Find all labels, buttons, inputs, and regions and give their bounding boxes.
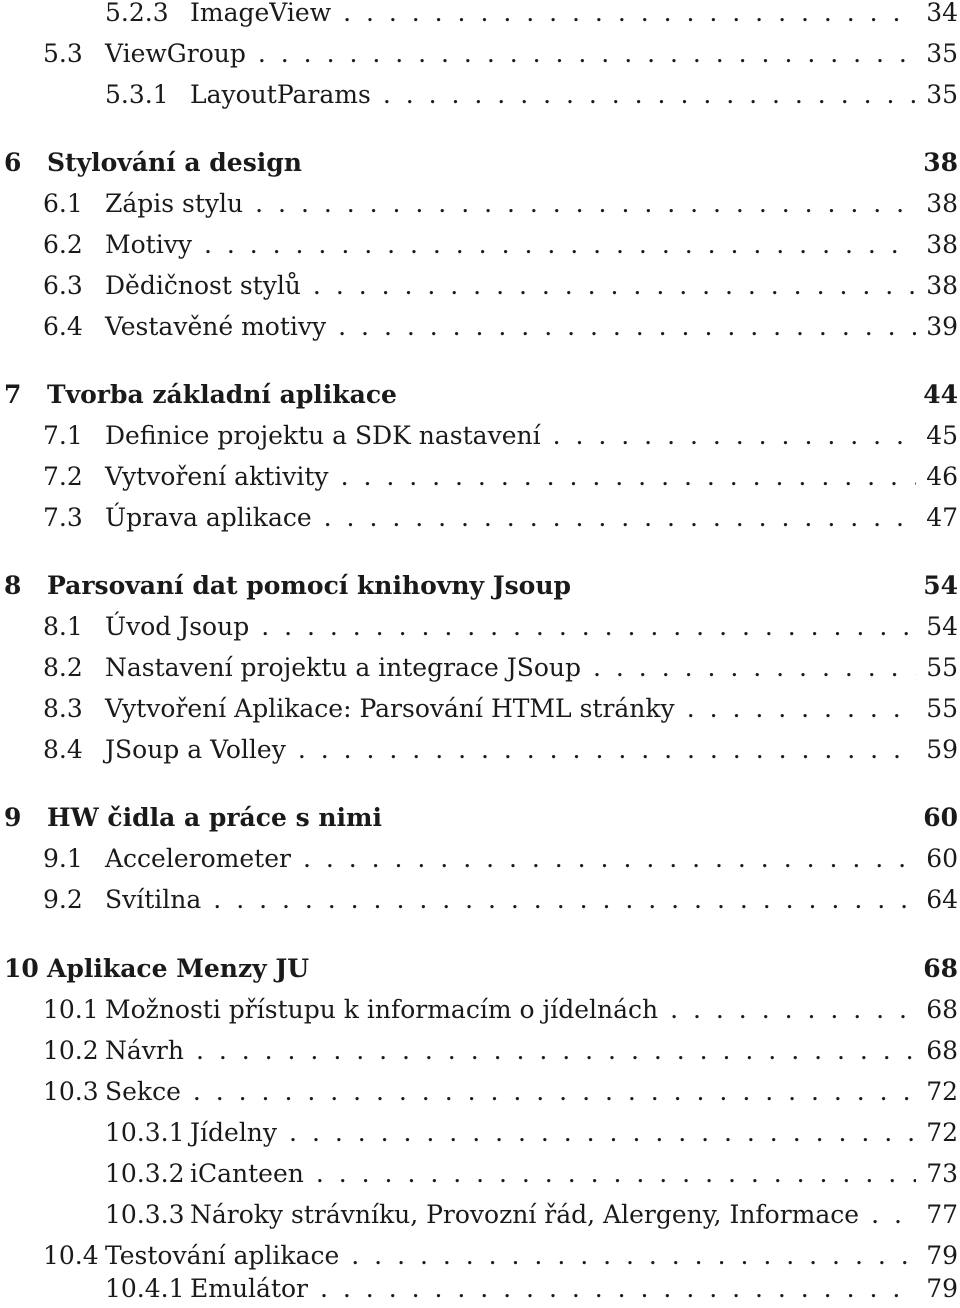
toc-entry-title: Vestavěné motivy	[105, 312, 327, 341]
dot-leader	[341, 459, 917, 495]
toc-entry-page: 35	[926, 39, 958, 68]
dot-leader	[196, 1033, 916, 1069]
toc-entry-title: Úprava aplikace	[105, 503, 312, 532]
toc-chapter-number: 10	[4, 954, 39, 983]
toc-chapter-title: HW čidla a práce s nimi	[47, 803, 382, 832]
toc-entry[interactable]	[0, 309, 958, 345]
dot-leader	[289, 1115, 916, 1151]
toc-entry-page: 45	[926, 421, 958, 450]
toc-entry[interactable]	[0, 841, 958, 877]
toc-entry-page: 72	[926, 1118, 958, 1147]
toc-entry-title: Nároky strávníku, Provozní řád, Alergeny, Informace	[190, 1200, 860, 1229]
toc-entry[interactable]	[0, 500, 958, 536]
toc-entry-number: 7.1	[43, 421, 83, 450]
toc-chapter-number: 8	[4, 571, 22, 600]
toc-entry-title: Svítilna	[105, 885, 202, 914]
toc-chapter-title: Parsovaní dat pomocí knihovny Jsoup	[47, 571, 571, 600]
toc-entry[interactable]	[0, 650, 958, 686]
toc-chapter-page: 68	[923, 954, 958, 983]
toc-entry-page: 79	[926, 1241, 958, 1270]
toc-entry-title: Možnosti přístupu k informacím o jídelnách	[105, 995, 659, 1024]
dot-leader	[204, 227, 916, 263]
toc-entry-number: 10.3.1	[105, 1118, 185, 1147]
dot-leader	[193, 1074, 916, 1110]
toc-entry-page: 59	[926, 735, 958, 764]
toc-entry[interactable]	[0, 1271, 958, 1307]
toc-entry[interactable]	[0, 268, 958, 304]
toc-entry-title: LayoutParams	[190, 80, 371, 109]
toc-entry[interactable]	[0, 459, 958, 495]
toc-entry[interactable]	[0, 732, 958, 768]
toc-chapter-title: Aplikace Menzy JU	[47, 954, 310, 983]
toc-entry-title: Sekce	[105, 1077, 181, 1106]
toc-entry[interactable]	[0, 1197, 958, 1233]
toc-entry-title: ImageView	[190, 0, 332, 27]
toc-chapter-page: 60	[923, 803, 958, 832]
toc-entry[interactable]	[0, 1156, 958, 1192]
toc-entry[interactable]	[0, 418, 958, 454]
toc-chapter[interactable]	[0, 951, 958, 987]
dot-leader	[316, 1156, 916, 1192]
toc-entry-page: 38	[926, 189, 958, 218]
toc-entry[interactable]	[0, 609, 958, 645]
toc-entry[interactable]	[0, 1074, 958, 1110]
dot-leader	[255, 186, 916, 222]
toc-entry[interactable]	[0, 77, 958, 113]
toc-entry-page: 73	[926, 1159, 958, 1188]
toc-entry-title: Accelerometer	[105, 844, 291, 873]
toc-entry-page: 79	[926, 1274, 958, 1303]
toc-entry[interactable]	[0, 227, 958, 263]
toc-entry-number: 6.1	[43, 189, 83, 218]
toc-entry-page: 72	[926, 1077, 958, 1106]
dot-leader	[213, 882, 916, 918]
dot-leader	[338, 309, 916, 345]
dot-leader	[261, 609, 916, 645]
toc-entry[interactable]	[0, 0, 958, 31]
toc-entry-page: 60	[926, 844, 958, 873]
dot-leader	[303, 841, 916, 877]
toc-chapter[interactable]	[0, 568, 958, 604]
dot-leader	[871, 1197, 916, 1233]
toc-entry-title: Vytvoření aktivity	[105, 462, 329, 491]
toc-entry-page: 77	[926, 1200, 958, 1229]
toc-entry-page: 55	[926, 653, 958, 682]
toc-entry-number: 7.3	[43, 503, 83, 532]
toc-entry-number: 5.3.1	[105, 80, 169, 109]
toc-entry-number: 5.3	[43, 39, 83, 68]
toc-entry-number: 6.4	[43, 312, 83, 341]
dot-leader	[343, 0, 916, 31]
dot-leader	[320, 1271, 916, 1307]
toc-entry-number: 7.2	[43, 462, 83, 491]
toc-entry-number: 10.2	[43, 1036, 99, 1065]
dot-leader	[298, 732, 916, 768]
dot-leader	[670, 992, 916, 1028]
toc-entry-page: 47	[926, 503, 958, 532]
toc-chapter-number: 6	[4, 148, 22, 177]
toc-chapter-page: 38	[923, 148, 958, 177]
toc-chapter-page: 54	[923, 571, 958, 600]
toc-entry-title: Návrh	[105, 1036, 184, 1065]
toc-entry-number: 10.3.3	[105, 1200, 185, 1229]
toc-entry[interactable]	[0, 882, 958, 918]
toc-entry-number: 6.2	[43, 230, 83, 259]
toc-entry-title: Úvod Jsoup	[105, 612, 250, 641]
toc-chapter-number: 7	[4, 380, 22, 409]
toc-entry-title: Vytvoření Aplikace: Parsování HTML stránky	[105, 694, 675, 723]
toc-entry-title: ViewGroup	[105, 39, 246, 68]
toc-chapter-page: 44	[923, 380, 958, 409]
toc-entry-page: 34	[926, 0, 958, 27]
toc-entry-number: 5.2.3	[105, 0, 169, 27]
toc-entry-title: iCanteen	[190, 1159, 304, 1188]
dot-leader	[553, 418, 917, 454]
toc-entry-number: 9.1	[43, 844, 83, 873]
toc-entry-title: Nastavení projektu a integrace JSoup	[105, 653, 582, 682]
toc-entry-title: Zápis stylu	[105, 189, 244, 218]
dot-leader	[258, 36, 916, 72]
toc-chapter[interactable]	[0, 377, 958, 413]
toc-entry-title: Testování aplikace	[105, 1241, 340, 1270]
toc-entry-number: 9.2	[43, 885, 83, 914]
toc-entry-page: 64	[926, 885, 958, 914]
toc-entry-page: 38	[926, 230, 958, 259]
toc-entry-page: 38	[926, 271, 958, 300]
toc-entry-title: Jídelny	[190, 1118, 278, 1147]
toc-chapter-title: Stylování a design	[47, 148, 302, 177]
toc-entry[interactable]	[0, 1115, 958, 1151]
dot-leader	[351, 1238, 916, 1274]
toc-chapter-number: 9	[4, 803, 22, 832]
toc-entry-number: 8.3	[43, 694, 83, 723]
toc-entry-title: Definice projektu a SDK nastavení	[105, 421, 541, 450]
toc-entry-page: 46	[926, 462, 958, 491]
dot-leader	[687, 691, 917, 727]
toc-entry-number: 10.3	[43, 1077, 99, 1106]
toc-entry-title: Emulátor	[190, 1274, 309, 1303]
toc-entry-page: 68	[926, 995, 958, 1024]
toc-entry-title: Motivy	[105, 230, 192, 259]
toc-entry[interactable]	[0, 186, 958, 222]
toc-entry[interactable]	[0, 992, 958, 1028]
toc-entry-number: 10.3.2	[105, 1159, 185, 1188]
toc-chapter-title: Tvorba základní aplikace	[47, 380, 397, 409]
toc-entry-title: Dědičnost stylů	[105, 271, 301, 300]
toc-chapter[interactable]	[0, 800, 958, 836]
toc-entry[interactable]	[0, 36, 958, 72]
toc-entry-page: 68	[926, 1036, 958, 1065]
toc-entry-page: 54	[926, 612, 958, 641]
toc-entry-page: 55	[926, 694, 958, 723]
toc-entry-page: 39	[926, 312, 958, 341]
toc-entry-number: 10.4.1	[105, 1274, 185, 1303]
toc-entry-number: 10.1	[43, 995, 99, 1024]
toc-entry-number: 6.3	[43, 271, 83, 300]
toc-entry-page: 35	[926, 80, 958, 109]
dot-leader	[593, 650, 916, 686]
toc-entry-number: 8.4	[43, 735, 83, 764]
toc-entry[interactable]	[0, 1238, 958, 1274]
toc-entry-number: 10.4	[43, 1241, 99, 1270]
toc-entry-number: 8.2	[43, 653, 83, 682]
toc-entry[interactable]	[0, 691, 958, 727]
toc-entry[interactable]	[0, 1033, 958, 1069]
dot-leader	[313, 268, 916, 304]
dot-leader	[324, 500, 917, 536]
dot-leader	[383, 77, 916, 113]
toc-entry-title: JSoup a Volley	[105, 735, 286, 764]
toc-chapter[interactable]	[0, 145, 958, 181]
toc-entry-number: 8.1	[43, 612, 83, 641]
